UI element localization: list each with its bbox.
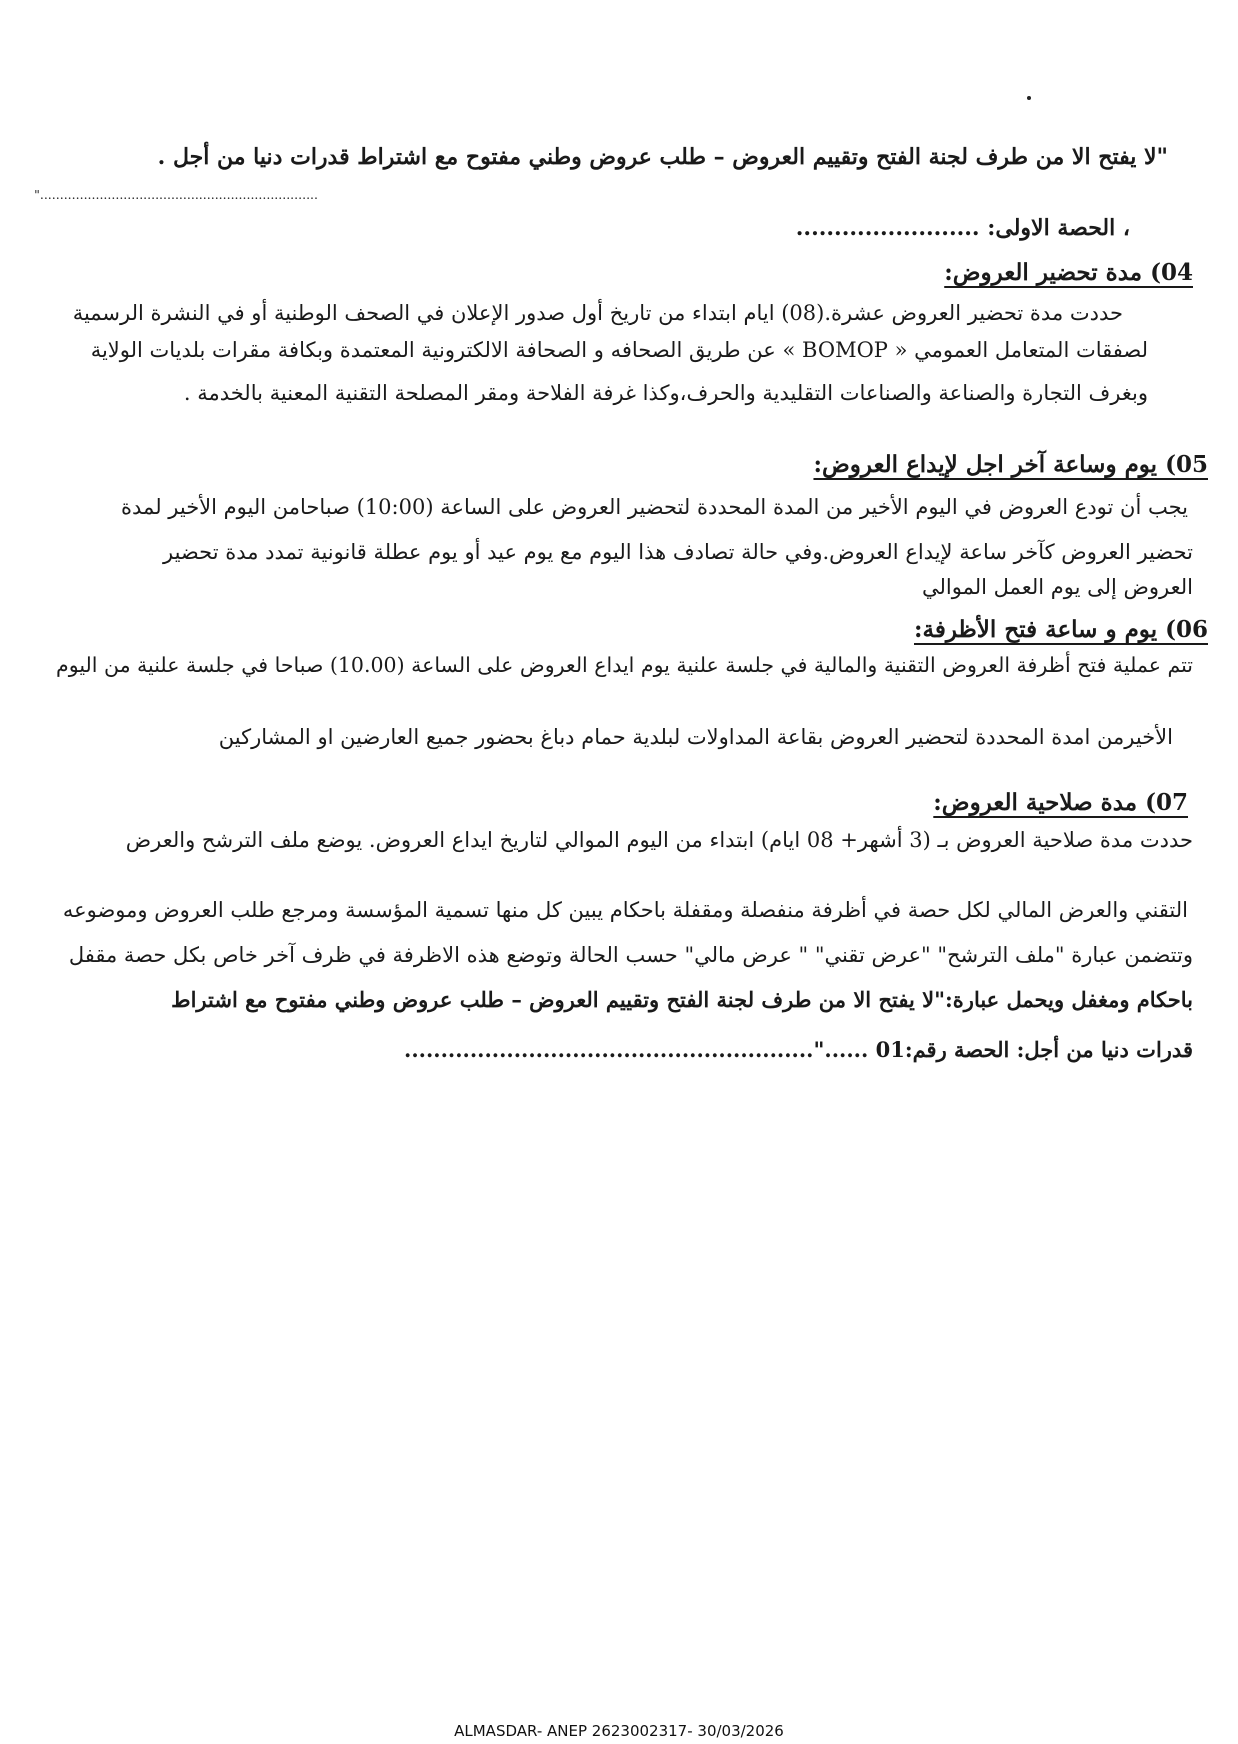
section-04-heading: 04) مدة تحضير العروض: [944, 259, 1193, 286]
section-06-line-1: تتم عملية فتح أظرفة العروض التقنية والمالية في جلسة علنية يوم ايداع العروض على الساعة (10.00) صباحا في جلسة علنية من اليوم [56, 653, 1193, 677]
section-07-line-1: حددت مدة صلاحية العروض بـ (3 أشهر+ 08 ايام) ابتداء من اليوم الموالي لتاريخ ايداع العروض. يوضع ملف الترشح والعرض [125, 828, 1193, 852]
section-07-line-3: وتتضمن عبارة "ملف الترشح" "عرض تقني" " عرض مالي" حسب الحالة وتوضع هذه الاظرفة في ظرف آخر خاص بكل حصة مقفل [68, 943, 1193, 967]
section-07-line-2: التقني والعرض المالي لكل حصة في أظرفة منفصلة ومقفلة باحكام يبين كل منها تسمية المؤسسة ومرجع طلب العروض وموضوعه [62, 898, 1188, 922]
section-07-heading: 07) مدة صلاحية العروض: [933, 789, 1188, 816]
section-06-line-2: الأخيرمن امدة المحددة لتحضير العروض بقاعة المداولات لبلدية حمام دباغ بحضور جميع العارضين او المشاركين [218, 725, 1173, 749]
section-07-line-5: قدرات دنيا من أجل: الحصة رقم:01 ......"........................................................ [404, 1037, 1193, 1062]
intro-line-2: ......................................................................" [34, 187, 318, 202]
section-07-line-4: باحكام ومغفل ويحمل عبارة:"لا يفتح الا من طرف لجنة الفتح وتقييم العروض – طلب عروض وطني مفتوح مع اشتراط [171, 987, 1193, 1012]
page-footer: ALMASDAR- ANEP 2623002317- 30/03/2026 [454, 1722, 784, 1740]
section-04-line-1: حددت مدة تحضير العروض عشرة.(08) ايام ابتداء من تاريخ أول صدور الإعلان في الصحف الوطنية أو في النشرة الرسمية [72, 301, 1123, 325]
section-05-heading: 05) يوم وساعة آخر اجل لإيداع العروض: [813, 451, 1208, 478]
intro-line-3: ، الحصة الاولى: ........................ [795, 215, 1130, 241]
section-06-heading: 06) يوم و ساعة فتح الأظرفة: [914, 616, 1208, 643]
section-04-line-2: لصفقات المتعامل العمومي « BOMOP » عن طريق الصحافه و الصحافة الالكترونية المعتمدة وبكافة مقرات بلديات الولاية [90, 338, 1148, 362]
intro-line-1: "لا يفتح الا من طرف لجنة الفتح وتقييم العروض – طلب عروض وطني مفتوح مع اشتراط قدرات دنيا من أجل . [157, 144, 1168, 170]
section-04-line-3: وبغرف التجارة والصناعة والصناعات التقليدية والحرف،وكذا غرفة الفلاحة ومقر المصلحة التقنية المعنية بالخدمة . [183, 381, 1148, 405]
section-05-line-2: تحضير العروض كآخر ساعة لإيداع العروض.وفي حالة تصادف هذا اليوم مع يوم عيد أو يوم عطلة قانونية تمدد مدة تحضير [163, 540, 1193, 564]
section-05-line-1: يجب أن تودع العروض في اليوم الأخير من المدة المحددة لتحضير العروض على الساعة (10:00) صباحامن اليوم الأخير لمدة [121, 495, 1188, 519]
section-05-line-3: العروض إلى يوم العمل الموالي [922, 575, 1193, 599]
stray-mark [1027, 96, 1031, 100]
